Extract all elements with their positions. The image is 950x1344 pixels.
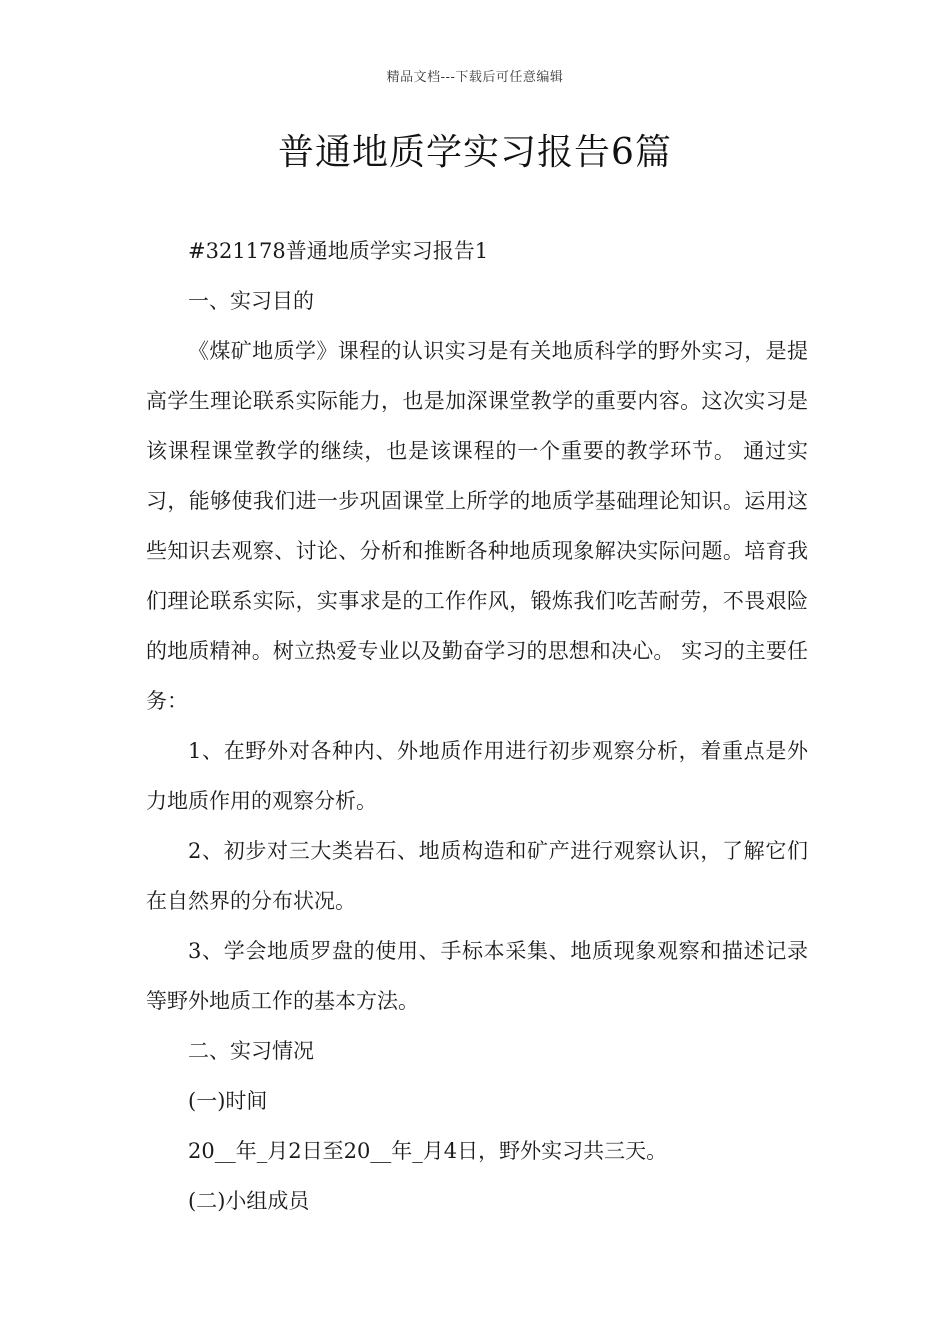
section-heading-purpose: 一、实习目的 <box>188 289 314 313</box>
subheading-time: (一)时间 <box>188 1089 268 1113</box>
document-title: 普通地质学实习报告6篇 <box>278 132 672 173</box>
document-body <box>146 226 808 1226</box>
paragraph-time: 20__年_月2日至20__年_月4日，野外实习共三天。 <box>188 1139 668 1163</box>
task-item-3: 3、学会地质罗盘的使用、手标本采集、地质现象观察和描述记录等野外地质工作的基本方法。 <box>146 939 808 1013</box>
paragraph-purpose: 《煤矿地质学》课程的认识实习是有关地质科学的野外实习，是提高学生理论联系实际能力，也是加深课堂教学的重要内容。这次实习是该课程课堂教学的继续，也是该课程的一个重要的教学环节。 通过实习，能够使我们进一步巩固课堂上所学的地质学基础理论知识。运用这些知识去观察、讨论、分析和推断各种地质现象解决实际问题。培育我们理论联系实际，实事求是的工作作风，锻炼我们吃苦耐劳，不畏艰险的地质精神。树立热爱专业以及勤奋学习的思想和决心。 实习的主要任务： <box>146 339 808 713</box>
subheading-members: (二)小组成员 <box>188 1189 310 1213</box>
task-item-1: 1、在野外对各种内、外地质作用进行初步观察分析，着重点是外力地质作用的观察分析。 <box>146 739 808 813</box>
report-heading: #321178普通地质学实习报告1 <box>188 239 489 263</box>
header-note: 精品文档---下载后可任意编辑 <box>386 70 564 85</box>
task-item-2: 2、初步对三大类岩石、地质构造和矿产进行观察认识，了解它们在自然界的分布状况。 <box>146 839 808 913</box>
section-heading-situation: 二、实习情况 <box>188 1039 314 1063</box>
